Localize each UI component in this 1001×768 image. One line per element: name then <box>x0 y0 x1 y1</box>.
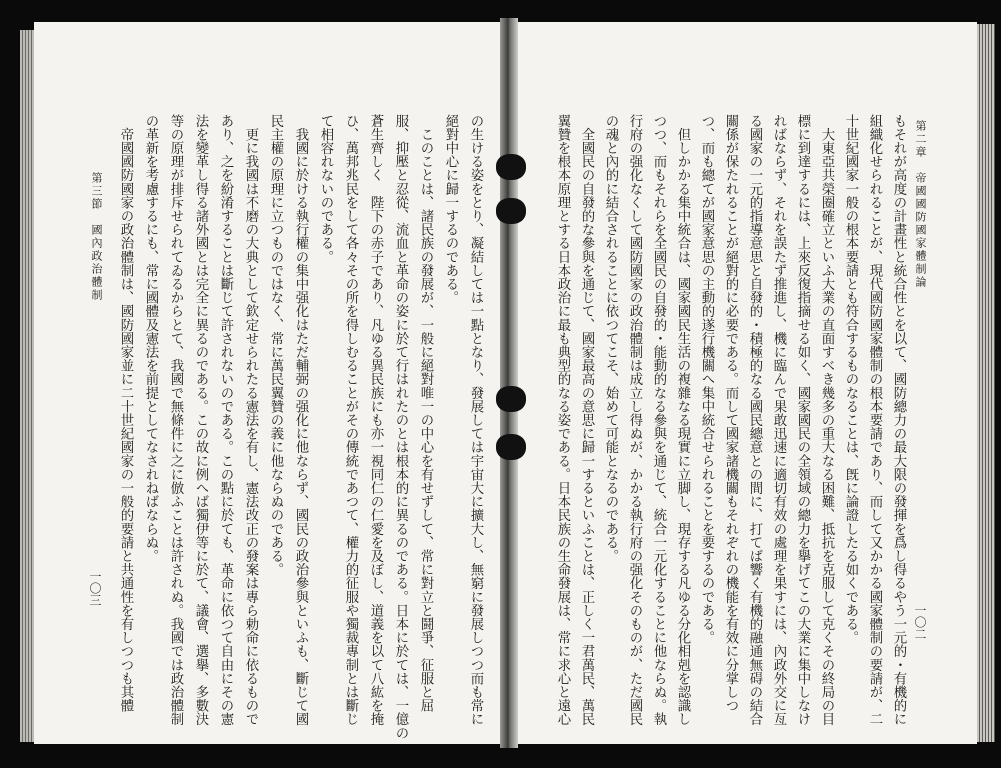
text-line: 關係が保たれることが絕對的に必要である。而して國家諸機關もそれぞれの機能を有效に分掌しつ <box>723 114 738 713</box>
text-line: 帝國國防國家の政治體制は、國防國家並に二十世紀國家の一般的要請と共通性を有しつつも其體 <box>118 114 133 713</box>
text-line: 服、抑壓と忍從、流血と革命の姿に於て行はれたのとは根本的に異るのである。日本に於ては、一億の <box>393 114 408 740</box>
text-line: 大東亞共榮圈確立といふ大業の直面すべき幾多の重大なる困難、抵抗を克服して克くその終局の目 <box>819 114 834 726</box>
book-spine <box>500 18 518 748</box>
text-line: る國家の一元的指導意思と自發的・積極的なる國民總意との間に、打てば響く有機的融通無碍の結合 <box>747 114 762 726</box>
right-page <box>514 22 977 744</box>
text-line: ひ、萬邦兆民をして各々その所を得しむることがその傳統であつて、權力的征服や獨裁專制とは斷じ <box>343 114 358 726</box>
text-line: 組織化せられることが、現代國防國家體制の根本要請であり、而して又かかる國家體制の要請が、二 <box>867 114 882 726</box>
text-line: の革新を考慮するにも、常に國體及憲法を前提としてなされねばならぬ。 <box>143 114 158 563</box>
text-line: 但しかかる集中統合は、國家國民生活の複雜なる現實に立脚し、現存する凡ゆる分化相剋を認識し <box>675 114 690 726</box>
text-line: あり、之を紛淆することは斷じて許されないのである。この點に於ても、革命に依つて自由にその憲 <box>218 114 233 726</box>
binding-hole <box>496 386 526 412</box>
text-line: 全國民の自發的な參與を通じて、國家最高の意思に歸一するといふことは、正しく一君萬民、萬民 <box>579 114 594 726</box>
book-edge-right <box>977 24 995 742</box>
text-line: の生ける姿をとり、凝結しては一點となり、發展しては宇宙大に擴大し、無窮に發展しつつ而も常に <box>468 114 483 726</box>
text-line: 法を變革し得る諸外國とは完全に異るのである。この故に例へば獨伊等に於て、議會、選擧、多數決 <box>193 114 208 726</box>
section-footer: 第三節 國內政治體制 <box>90 172 103 302</box>
text-line: 更に我國は不磨の大典として欽定せられたる憲法を有し、憲法改正の發案は專ら勅命に依るもので <box>243 114 258 726</box>
book-edge-left <box>20 30 34 742</box>
text-line: つつ、而もそれらを全國民の自發的・能動的なる參與を通じて、統合一元化することに他ならぬ。執 <box>651 114 666 726</box>
text-line: つ、而も總てが國家意思の主動的遂行機關へ集中統合せられることを要するのである。 <box>699 114 714 645</box>
binding-hole <box>496 198 526 224</box>
text-line: の魂と內的に結合されることに依つてこそ、始めて可能となるのである。 <box>603 114 618 563</box>
text-line: 標に到達するには、上來反復指摘せる如く、國家國民の全領域の總力を擧げてこの大業に集中しなけ <box>795 114 810 726</box>
text-line: 民主權の原理に立つものではなく、常に萬民翼贊の義に他ならぬのである。 <box>268 114 283 577</box>
text-line: もそれが高度の計畫性と統合性とを以て、國防總力の最大限の發揮を爲し得るやう一元的・有機的に <box>891 114 906 726</box>
text-line: ればならず、それを誤たず推進し、機に臨んで果敢迅速に適切有效の處理を果すには、內政外交に亙 <box>771 114 786 726</box>
text-line: て相容れないのである。 <box>318 114 333 264</box>
text-line: 蒼生齊しく 陛下の赤子であり、凡ゆる異民族にも亦一視同仁の仁愛を及ぼし、道義を以て八紘を掩 <box>368 114 383 726</box>
page-number: 一〇三 <box>88 570 102 606</box>
text-line: 等の原理が排斥せられてゐるからとて、我國で無條件に之に倣ふことは許されぬ。我國では政治體制 <box>168 114 183 726</box>
text-line: 絕對中心に歸一するのである。 <box>443 114 458 305</box>
text-line: このことは、諸民族の發展が、一般に絕對唯一の中心を有せずして、常に對立と鬪爭、征服と屈 <box>418 114 433 713</box>
page-number: 一〇二 <box>913 604 927 640</box>
text-line: 行府の强化なくして國防國家の政治體制は成立し得ぬが、かかる執行府の强化そのものが、ただ國民 <box>627 114 642 726</box>
binding-hole <box>496 434 526 460</box>
text-line: 十世紀國家一般の根本要請とも符合するものなることは、旣に論證したる如くである。 <box>843 114 858 645</box>
chapter-header: 第二章 帝國國防國家體制論 <box>914 120 927 289</box>
binding-hole <box>496 154 526 180</box>
text-line: 翼贊を根本原理とする日本政治に最も典型的なる姿である。日本民族の生命發展は、常に求心と遠心 <box>555 114 570 726</box>
left-page <box>34 22 504 744</box>
text-line: 我國に於ける執行權の集中强化はただ輔弼の强化に他ならず、國民の政治參與といふも、斷じて國 <box>293 114 308 726</box>
